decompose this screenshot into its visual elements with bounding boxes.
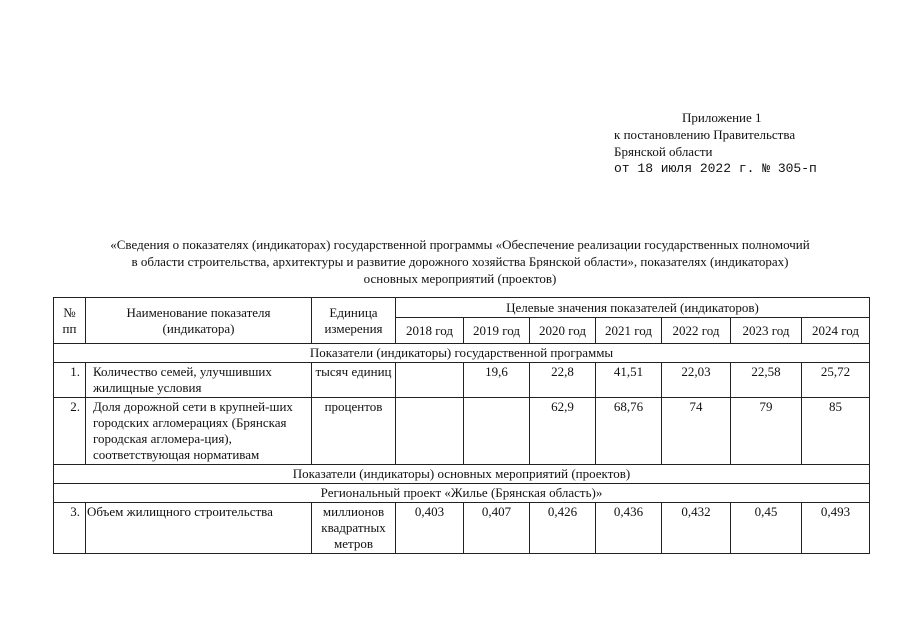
row-indicator-name: Доля дорожной сети в крупней-ших городских агломерациях (Брянская городская агломера-ция), соответствующая нормативам — [86, 398, 312, 465]
row-indicator-name: Объем жилищного строительства — [86, 503, 312, 554]
row-value: 41,51 — [596, 363, 662, 398]
section-title: Региональный проект «Жилье (Брянская область)» — [54, 484, 870, 503]
header-year: 2018 год — [396, 318, 464, 344]
table-row — [54, 503, 870, 554]
row-value: 25,72 — [802, 363, 870, 398]
table-row — [54, 363, 870, 398]
table-row — [54, 398, 870, 465]
row-value: 62,9 — [530, 398, 596, 465]
row-value: 0,45 — [731, 503, 802, 554]
row-value — [464, 398, 530, 465]
header-year: 2021 год — [596, 318, 662, 344]
row-value: 0,436 — [596, 503, 662, 554]
header-year: 2023 год — [731, 318, 802, 344]
row-value: 0,432 — [662, 503, 731, 554]
header-year: 2020 год — [530, 318, 596, 344]
row-value: 19,6 — [464, 363, 530, 398]
heading-line-3: основных мероприятий (проектов) — [363, 271, 557, 286]
section-title: Показатели (индикаторы) основных мероприятий (проектов) — [54, 465, 870, 484]
row-number: 2. — [54, 398, 86, 465]
row-number: 3. — [54, 503, 86, 554]
header-unit: Единица измерения — [312, 298, 396, 344]
section-row-regional-project — [54, 484, 870, 503]
row-indicator-name: Количество семей, улучшивших жилищные условия — [86, 363, 312, 398]
header-year: 2022 год — [662, 318, 731, 344]
section-row-program — [54, 344, 870, 363]
row-unit: процентов — [312, 398, 396, 465]
row-value: 74 — [662, 398, 731, 465]
row-unit: тысяч единиц — [312, 363, 396, 398]
row-value: 68,76 — [596, 398, 662, 465]
row-value: 22,8 — [530, 363, 596, 398]
row-number: 1. — [54, 363, 86, 398]
row-value: 0,426 — [530, 503, 596, 554]
section-title: Показатели (индикаторы) государственной программы — [54, 344, 870, 363]
row-value: 85 — [802, 398, 870, 465]
header-target-values: Целевые значения показателей (индикаторов) — [396, 298, 870, 318]
heading-line-1: «Сведения о показателях (индикаторах) государственной программы «Обеспечение реализации государственных полномочий — [110, 237, 810, 252]
row-unit: миллионов квадратных метров — [312, 503, 396, 554]
row-value: 22,03 — [662, 363, 731, 398]
appendix-line-region: Брянской области — [614, 144, 713, 159]
heading-line-2: в области строительства, архитектуры и развитие дорожного хозяйства Брянской области», показателях (индикаторах) — [131, 254, 789, 269]
header-year: 2019 год — [464, 318, 530, 344]
appendix-block — [614, 109, 817, 177]
table-header-row — [54, 298, 870, 318]
row-value: 79 — [731, 398, 802, 465]
appendix-title: Приложение 1 — [682, 110, 762, 125]
row-value — [396, 398, 464, 465]
header-number: № пп — [54, 298, 86, 344]
row-value: 0,407 — [464, 503, 530, 554]
row-value: 22,58 — [731, 363, 802, 398]
section-row-measures — [54, 465, 870, 484]
row-value: 0,403 — [396, 503, 464, 554]
row-value — [396, 363, 464, 398]
header-year: 2024 год — [802, 318, 870, 344]
document-heading — [40, 236, 880, 287]
header-indicator-name: Наименование показателя (индикатора) — [86, 298, 312, 344]
row-value: 0,493 — [802, 503, 870, 554]
indicators-table — [53, 297, 870, 554]
appendix-line-decree: к постановлению Правительства — [614, 127, 796, 142]
appendix-line-date: от 18 июля 2022 г. № 305-п — [614, 161, 817, 176]
